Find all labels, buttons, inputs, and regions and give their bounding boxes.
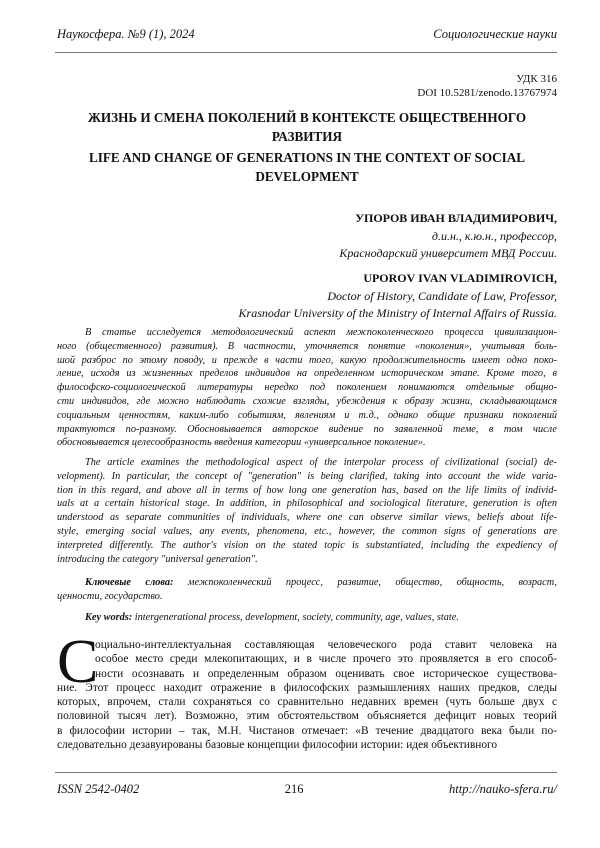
journal-section: Социологические науки	[433, 27, 557, 42]
text-line: шой разброс по этому поводу, и прежде в части того, какую продолжительность имеет одно поко-	[57, 354, 557, 368]
text-line: tion in this regard, and above all in terms of how long one generation has, based on the life limits of individ-	[57, 484, 557, 498]
abstract-en	[57, 456, 557, 566]
header-divider	[55, 52, 557, 53]
text-line: трактуются по-разному. Обосновывается авторское видение по заявленной теме, в том числе	[57, 423, 557, 437]
text-line: understood as separate communities of individuals, where one can observe similar views, beliefs about life-	[57, 511, 557, 525]
keywords-text: межпоколенческий процесс, развитие, общество, общность, возраст,	[174, 577, 558, 588]
text-line: introducing the category "universal generation".	[57, 553, 557, 567]
text-line: style, emerging social values, any events, phenomena, etc., however, the common signs of generations are	[57, 525, 557, 539]
issn: ISSN 2542-0402	[57, 782, 139, 797]
title-line: ЖИЗНЬ И СМЕНА ПОКОЛЕНИЙ В КОНТЕКСТЕ ОБЩЕСТВЕННОГО	[57, 109, 557, 128]
text-line: философско-социологической литературы нередко под поколением понимаются отдельные общно-	[57, 381, 557, 395]
abstract-ru	[57, 326, 557, 450]
keywords-text: ценности, государство.	[57, 590, 557, 604]
author-en	[239, 270, 557, 323]
udk: УДК 316	[417, 72, 557, 86]
text-line: interpreted differently. The author's vision on the stated topic is substantiated, including the expediency of	[57, 539, 557, 553]
text-line: социальным ценностям, каким-либо событиям, явлениям и т.д., однако общие признаки поколений	[57, 409, 557, 423]
text-line: velopment). In particular, the concept of "generation" is being clarified, taking into account the wide varia-	[57, 470, 557, 484]
author-name: UPOROV IVAN VLADIMIROVICH,	[239, 270, 557, 288]
text-line: The article examines the methodological aspect of the interpolar process of civilizational (social) de-	[57, 456, 557, 470]
footer-divider	[55, 772, 557, 773]
doi: DOI 10.5281/zenodo.13767974	[417, 86, 557, 100]
body-text	[57, 638, 557, 752]
author-ru	[339, 210, 557, 263]
text-line: следовательно дезавуированы базовые концепции философии истории: идея объективного	[57, 738, 557, 752]
article-meta	[417, 72, 557, 100]
page-number: 216	[285, 782, 304, 797]
text-line: в философии истории – так, М.Н. Чистанов отмечает: «В течение двадцатого века были по-	[57, 724, 557, 738]
title-line: DEVELOPMENT	[57, 168, 557, 187]
title-line: РАЗВИТИЯ	[57, 128, 557, 147]
drop-cap: С	[57, 637, 98, 687]
text-line: ние. Этот процесс находит отражение в философских размышлениях наших предков, следы	[57, 681, 557, 695]
text-line: сти индивидов, где можно наблюдать схожие взгляды, убеждения к образу жизни, складывающимся	[57, 395, 557, 409]
keywords-ru	[57, 576, 557, 604]
keywords-en	[57, 611, 557, 625]
author-affiliation: Krasnodar University of the Ministry of Internal Affairs of Russia.	[239, 305, 557, 323]
text-line: половиной тысяч лет). Возможно, этим обстоятельством объясняется дефицит новых теорий	[57, 709, 557, 723]
text-line: оциально-интеллектуальная составляющая человеческого рода ставит человека на	[57, 638, 557, 652]
text-line: которых, впрочем, стали сохраняться со сравнительно недавних времен (чуть больше двух с	[57, 695, 557, 709]
title-line: LIFE AND CHANGE OF GENERATIONS IN THE CONTEXT OF SOCIAL	[57, 149, 557, 168]
keywords-label: Key words:	[85, 612, 132, 623]
author-affiliation: Краснодарский университет МВД России.	[339, 245, 557, 263]
title-en	[57, 149, 557, 186]
keywords-text: intergenerational process, development, society, community, age, values, state.	[132, 612, 459, 623]
author-degree: д.и.н., к.ю.н., профессор,	[339, 228, 557, 246]
text-line: В статье исследуется методологический аспект межпоколенческого процесса цивилизацион-	[57, 326, 557, 340]
keywords-label: Ключевые слова:	[85, 577, 174, 588]
text-line: обосновывается целесообразность введения категории «универсальное поколение».	[57, 436, 557, 450]
text-line: uals at a certain historical stage. In addition, in philosophical and sociological literature, generation is often	[57, 497, 557, 511]
text-line: особое место среди млекопитающих, и в числе прочего это проявляется в его способ-	[57, 652, 557, 666]
running-header	[57, 27, 557, 42]
journal-issue: Наукосфера. №9 (1), 2024	[57, 27, 195, 42]
running-footer	[57, 782, 557, 797]
text-line: ности осознавать и определенным образом оценивать свое историческое существова-	[57, 667, 557, 681]
title-ru	[57, 109, 557, 146]
author-degree: Doctor of History, Candidate of Law, Professor,	[239, 288, 557, 306]
text-line: ного (общественного) развития). В частности, уточняется понятие «поколения», учитывая боль-	[57, 340, 557, 354]
journal-url: http://nauko-sfera.ru/	[449, 782, 557, 797]
text-line: ление, исходя из жизненных пределов индивидов на определенном историческом этапе. Кроме того, в	[57, 367, 557, 381]
author-name: УПОРОВ ИВАН ВЛАДИМИРОВИЧ,	[339, 210, 557, 228]
